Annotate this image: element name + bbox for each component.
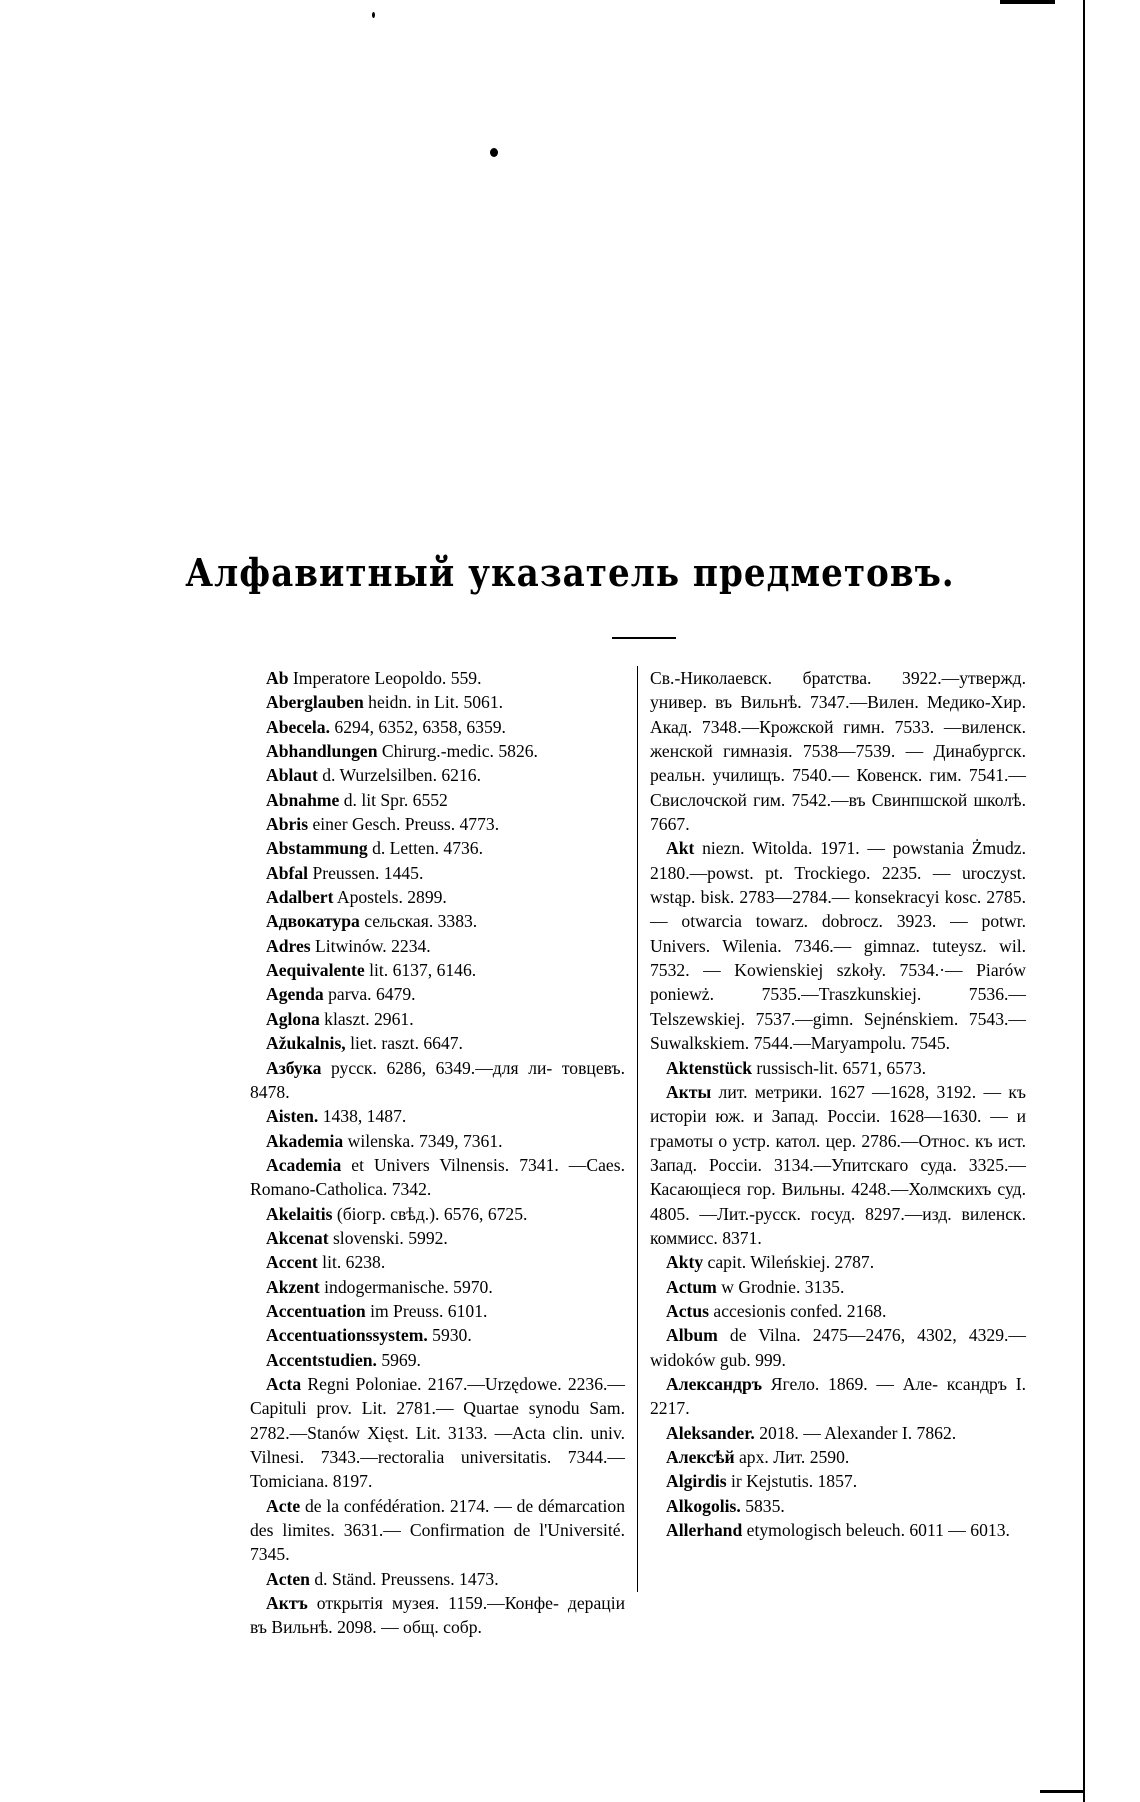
entry-reference: открытія музея. 1159.—Конфе-: [307, 1593, 559, 1614]
index-entry: [250, 715, 625, 739]
entry-continuation: — 6013.: [943, 1520, 1010, 1541]
entry-heading: Abstammung: [266, 838, 368, 859]
entry-reference: capit. Wileńskiej. 2787.: [703, 1252, 875, 1273]
entry-continuation: Żmudz. 2180.—powst. pt. Trockiego. 2235. — uroczyst. wstąp. bisk. 2783—2784.— konsekracyi kosc. 2785.— otwarcia towarz. dobrocz. 3923. — potwr. Univers. Wilenia. 7346.— gimnaz. tuteysz. wil. 7532. — Kowienskiej szkoły. 7534.·— Piarów poniewż. 7535.—Traszkunskiej. 7536.—Telszewskiej. 7537.—gimn. Sejnénskiem. 7543.—Suwalkskiem. 7544.—Maryampolu. 7545.: [650, 838, 1026, 1054]
entry-reference: Litwinów. 2234.: [310, 935, 431, 956]
entry-heading: Abnahme: [266, 789, 340, 810]
entry-heading: Accentstudien.: [266, 1349, 377, 1370]
entry-continuation: Св.-Николаевск. братства. 3922.—утвержд. универ. въ Вильнѣ. 7347.—Вилен. Медико-Хир. Акад. 7348.—Крожской гимн. 7533. —виленск. женской гимназія. 7538—7539. — Динабургск. реальн. училищъ. 7540.— Ковенск. гим. 7541.— Свислочской гим. 7542.—въ Свинпшской школѣ. 7667.: [650, 668, 1026, 835]
entry-reference: im Preuss. 6101.: [365, 1300, 488, 1321]
entry-heading: Abecela.: [266, 716, 331, 737]
index-entry: [250, 739, 625, 763]
entry-heading: Abhandlungen: [266, 741, 378, 762]
entry-heading: Adalbert: [266, 887, 334, 908]
entry-reference: et Univers Vilnensis. 7341.: [341, 1154, 559, 1175]
entry-reference: 5969.: [376, 1349, 421, 1370]
entry-continuation: дераціи въ Вильнѣ. 2098. — общ. собр.: [250, 1593, 625, 1638]
entry-heading: Accentuationssystem.: [266, 1325, 428, 1346]
entry-reference: etymologisch beleuch. 6011: [742, 1520, 944, 1541]
entry-reference: de Vilna. 2475—2476, 4302,: [717, 1325, 957, 1346]
scan-edge-top: [1000, 0, 1055, 4]
index-column-right: [650, 666, 1026, 1542]
index-entry: [250, 1007, 625, 1031]
entry-continuation: 2236.— Capituli prov. Lit. 2781.— Quartae synodu Sam. 2782.—Stanów Xięst. Lit. 3133. —Acta clin. univ. Vilnesi. 7343.—rectoralia universitatis. 7344.—Tomiciana. 8197.: [250, 1373, 625, 1492]
entry-heading: Aktenstück: [666, 1057, 753, 1078]
index-entry: [250, 1129, 625, 1153]
entry-continuation: 3192. — къ исторіи юж. и Запад. Россіи. 1628—1630. — и грамоты о устр. катол. цер. 2786.—Относ. къ ист. Запад. Россіи. 3134.—Упитскаго суда. 3325.—Касающіеся гор. Вильны. 4248.—Холмскихъ суд. 4805. —Лит.-русск. госуд. 8297.—изд. виленск. коммисс. 8371.: [650, 1081, 1026, 1248]
entry-reference: сельская. 3383.: [359, 911, 478, 932]
entry-reference: d. Wurzelsilben. 6216.: [317, 765, 481, 786]
entry-reference: 5835.: [740, 1495, 785, 1516]
entry-heading: Actus: [666, 1300, 710, 1321]
entry-reference: арх. Лит. 2590.: [734, 1447, 850, 1467]
entry-reference: Chirurg.-medic. 5826.: [377, 741, 538, 762]
index-entry: [250, 1494, 625, 1567]
index-entry: [250, 1202, 625, 1226]
entry-reference: liet. raszt. 6647.: [345, 1033, 463, 1054]
index-entry: [650, 1299, 1026, 1323]
entry-heading: Abfal: [266, 862, 309, 883]
entry-reference: einer Gesch. Preuss. 4773.: [308, 814, 500, 835]
entry-continuation: démarcation des limites. 3631.— Confirmation de l'Université. 7345.: [250, 1495, 625, 1565]
entry-heading: Abris: [266, 814, 309, 835]
entry-reference: d. Letten. 4736.: [367, 838, 483, 859]
entry-heading: Aequivalente: [266, 960, 365, 981]
index-entry: [250, 763, 625, 787]
index-entry: [250, 1153, 625, 1202]
entry-reference: wilenska. 7349, 7361.: [343, 1130, 503, 1151]
index-entry: [650, 836, 1026, 1055]
entry-reference: (біогр. свѣд.). 6576, 6725.: [332, 1203, 528, 1224]
entry-heading: Ažukalnis,: [266, 1033, 346, 1054]
index-entry: [250, 1591, 625, 1640]
index-entry: [650, 1372, 1026, 1421]
entry-reference: lit. 6238.: [317, 1252, 386, 1273]
index-entry: [250, 861, 625, 885]
entry-reference: русск. 6286, 6349.—для ли-: [321, 1057, 553, 1078]
entry-heading: Азбука: [266, 1057, 322, 1078]
entry-heading: Akademia: [266, 1130, 344, 1151]
index-column-left: [250, 666, 625, 1640]
entry-heading: Aberglauben: [266, 692, 364, 713]
entry-heading: Album: [666, 1325, 718, 1346]
index-entry: [250, 1323, 625, 1347]
index-entry: [250, 885, 625, 909]
column-divider: [637, 666, 638, 1592]
index-entry: [250, 788, 625, 812]
entry-continuation: —Caes. Romano-Catholica. 7342.: [250, 1154, 625, 1200]
entry-heading: Adres: [266, 935, 311, 956]
entry-heading: Acte: [266, 1495, 301, 1516]
entry-reference: indogermanische. 5970.: [319, 1276, 493, 1297]
entry-reference: heidn. in Lit. 5061.: [363, 692, 504, 713]
entry-heading: Actum: [666, 1276, 717, 1297]
entry-heading: Accent: [266, 1252, 318, 1273]
entry-heading: Academia: [266, 1154, 342, 1175]
entry-reference: 6294, 6352, 6358, 6359.: [330, 716, 506, 737]
entry-reference: лит. метрики. 1627 —1628,: [711, 1081, 930, 1102]
entry-heading: Acta: [266, 1373, 302, 1394]
entry-heading: Algirdis: [666, 1471, 727, 1492]
title-rule: [612, 637, 676, 639]
entry-heading: Akzent: [266, 1276, 320, 1297]
entry-reference: lit. 6137, 6146.: [364, 960, 477, 981]
index-entry: [650, 1056, 1026, 1080]
entry-heading: Ab: [266, 668, 289, 688]
entry-heading: Akty: [666, 1252, 704, 1273]
index-entry: [650, 1445, 1026, 1469]
entry-heading: Allerhand: [666, 1520, 743, 1541]
index-entry: [250, 1104, 625, 1128]
entry-reference: niezn. Witolda. 1971. — powstania: [694, 838, 965, 859]
index-entry: [650, 1250, 1026, 1274]
index-entry: [250, 812, 625, 836]
entry-reference: slovenski. 5992.: [328, 1227, 448, 1248]
entry-reference: 5930.: [427, 1325, 472, 1346]
entry-heading: Актъ: [266, 1593, 308, 1614]
entry-heading: Alkogolis.: [666, 1495, 741, 1516]
index-entry: [250, 909, 625, 933]
entry-heading: Accentuation: [266, 1300, 366, 1321]
entry-reference: accesionis confed. 2168.: [709, 1300, 887, 1321]
entry-reference: parva. 6479.: [323, 984, 416, 1005]
entry-heading: Адвокатура: [266, 911, 360, 932]
index-entry: [650, 1080, 1026, 1250]
entry-heading: Aleksander.: [666, 1422, 755, 1443]
entry-reference: Ягело. 1869. — Але-: [761, 1373, 938, 1394]
entry-heading: Akelaitis: [266, 1203, 333, 1224]
entry-continuation: 4329.—widoków gub. 999.: [650, 1325, 1027, 1370]
entry-reference: klaszt. 2961.: [319, 1008, 414, 1029]
entry-reference: w Grodnie. 3135.: [716, 1276, 845, 1297]
scan-edge-bottom: [1040, 1790, 1085, 1793]
index-entry: [250, 1031, 625, 1055]
index-entry: [250, 982, 625, 1006]
entry-continuation: ксандръ I. 2217.: [650, 1373, 1026, 1419]
entry-reference: Preussen. 1445.: [308, 862, 424, 883]
entry-heading: Алексѣй: [666, 1447, 735, 1467]
entry-reference: d. lit Spr. 6552: [339, 789, 448, 810]
index-entry: [650, 1469, 1026, 1493]
entry-reference: Imperatore Leopoldo. 559.: [288, 668, 482, 688]
index-entry: [250, 958, 625, 982]
entry-heading: Akcenat: [266, 1227, 329, 1248]
entry-continuation: 7862.: [912, 1422, 957, 1443]
entry-heading: Aglona: [266, 1008, 320, 1029]
entry-reference: russisch-lit. 6571, 6573.: [752, 1057, 927, 1078]
page-title: Алфавитный указатель предметовъ.: [185, 550, 955, 595]
entry-heading: Ablaut: [266, 765, 318, 786]
entry-reference: 2018. — Alexander I.: [754, 1422, 913, 1443]
index-entry: [250, 1372, 625, 1494]
entry-heading: Александръ: [666, 1373, 762, 1394]
index-entry: [650, 1275, 1026, 1299]
index-entry: [250, 1226, 625, 1250]
index-entry: [650, 1494, 1026, 1518]
index-entry: [650, 1323, 1026, 1372]
entry-reference: Apostels. 2899.: [333, 887, 447, 908]
entry-reference: de la confédération. 2174. — de: [300, 1495, 534, 1516]
entry-heading: Acten: [266, 1568, 310, 1589]
entry-continuation: товцевъ. 8478.: [250, 1057, 625, 1102]
entry-heading: Акты: [666, 1081, 712, 1102]
scan-speck: [372, 12, 375, 18]
index-entry: [250, 1348, 625, 1372]
index-entry: [250, 1056, 625, 1105]
index-entry: [650, 666, 1026, 836]
scan-edge-right: [1083, 0, 1085, 1802]
index-entry: [250, 1567, 625, 1591]
index-entry: [250, 934, 625, 958]
entry-reference: 1438, 1487.: [318, 1106, 407, 1127]
entry-heading: Aisten.: [266, 1106, 319, 1127]
index-entry: [250, 836, 625, 860]
index-entry: [250, 666, 625, 690]
entry-heading: Akt: [666, 838, 695, 859]
index-entry: [250, 1275, 625, 1299]
entry-heading: Agenda: [266, 984, 324, 1005]
entry-reference: d. Ständ. Preussens. 1473.: [309, 1568, 499, 1589]
entry-reference: ir Kejstutis. 1857.: [726, 1471, 858, 1492]
index-entry: [250, 1250, 625, 1274]
index-entry: [250, 1299, 625, 1323]
index-entry: [250, 690, 625, 714]
entry-reference: Regni Poloniae. 2167.—Urzędowe.: [301, 1373, 562, 1394]
scan-speck: [490, 148, 498, 157]
index-entry: [650, 1518, 1026, 1542]
index-entry: [650, 1421, 1026, 1445]
